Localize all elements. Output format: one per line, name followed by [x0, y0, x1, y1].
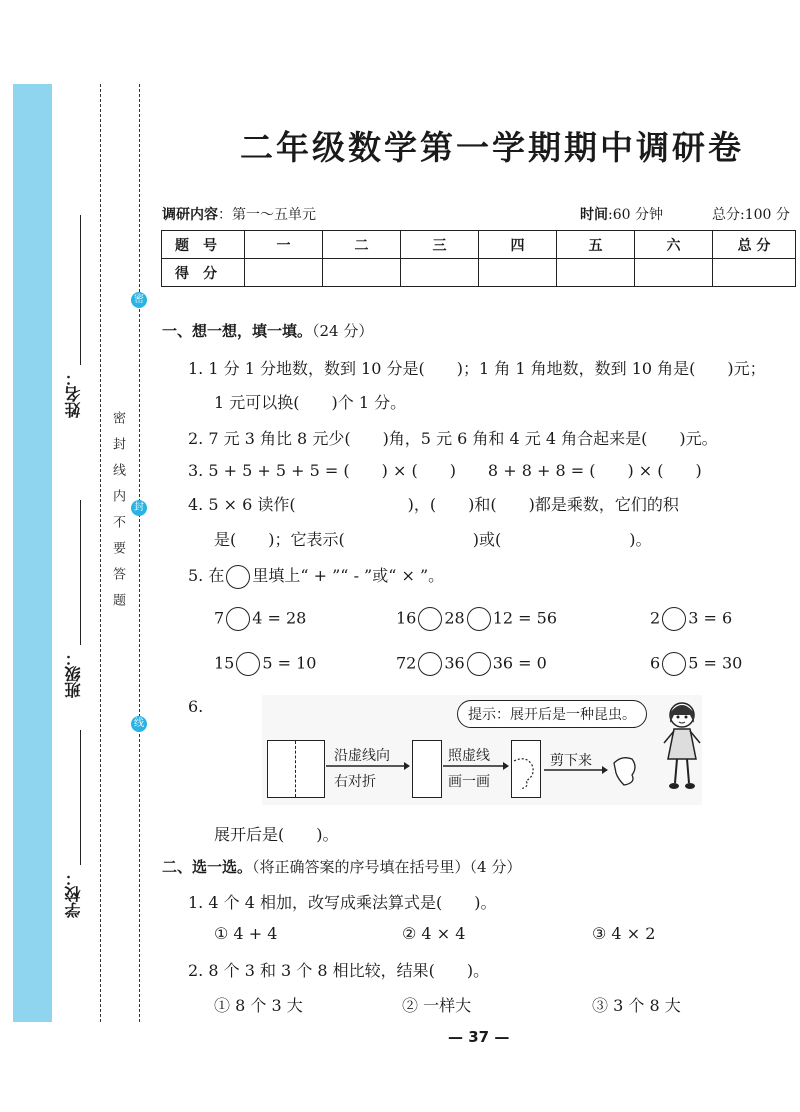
q5-item-value: 5 = 10	[262, 653, 317, 673]
time-label: 时间	[580, 207, 608, 223]
q5-item-1	[214, 607, 306, 631]
score-cell[interactable]	[635, 259, 713, 287]
time-value: :60 分钟	[608, 207, 663, 223]
answer-circle[interactable]	[467, 652, 491, 676]
page-title: 二年级数学第一学期期中调研卷	[240, 128, 744, 167]
binding-dash-line-left	[100, 84, 101, 1022]
folded-paper	[412, 740, 442, 798]
q5-item-4	[214, 652, 316, 676]
q5-item-value: 7	[214, 608, 225, 628]
answer-circle[interactable]	[418, 652, 442, 676]
s2-q1-option-1[interactable]: ① 4 + 4	[214, 924, 278, 943]
section2-heading	[162, 856, 521, 877]
q5-item-value: 15	[214, 653, 235, 673]
answer-circle[interactable]	[236, 652, 260, 676]
step1-top: 沿虚线向	[334, 748, 390, 764]
q5-item-value: 3 = 6	[688, 608, 733, 628]
seal-warning-text: 密封线内不要答题	[110, 411, 125, 619]
q5-item-value: 72	[396, 653, 417, 673]
score-col-total: 总 分	[713, 231, 796, 259]
s2-q1: 1. 4 个 4 相加，改写成乘法算式是( )。	[188, 893, 497, 912]
s2-q1-option-3[interactable]: ③ 4 × 2	[592, 924, 656, 943]
answer-circle[interactable]	[467, 607, 491, 631]
q5-item-value: 2	[650, 608, 661, 628]
s2-q2-option-2[interactable]: ② 一样大	[402, 996, 472, 1015]
arrow-icon	[326, 761, 410, 771]
score-cell[interactable]	[713, 259, 796, 287]
score-cell[interactable]	[245, 259, 323, 287]
q5-item-5	[396, 652, 547, 676]
content-value: ：第一～五单元	[218, 207, 316, 223]
q5-pre: 5. 在	[188, 566, 225, 585]
fold-dash-line	[295, 741, 296, 797]
arrow-icon	[544, 765, 608, 775]
school-label: 学校：	[64, 870, 83, 918]
q5-item-3	[650, 607, 732, 631]
paper-square	[267, 740, 325, 798]
s2-q1-option-2[interactable]: ② 4 × 4	[402, 924, 466, 943]
q5-item-2	[396, 607, 557, 631]
hint-bubble: 提示：展开后是一种昆虫。	[457, 700, 647, 728]
q1-line2: 1 元可以换( )个 1 分。	[214, 393, 407, 412]
q6-number: 6.	[188, 697, 204, 716]
score-table	[161, 230, 796, 287]
q5-item-value: 16	[396, 608, 417, 628]
q5-item-value: 4 = 28	[252, 608, 307, 628]
time-info	[580, 204, 663, 224]
answer-circle[interactable]	[418, 607, 442, 631]
girl-illustration	[662, 697, 702, 797]
score-cell[interactable]	[323, 259, 401, 287]
s2-q2: 2. 8 个 3 和 3 个 8 相比较，结果( )。	[188, 961, 490, 980]
q5-item-value: 36	[444, 653, 465, 673]
score-table-score-row	[162, 259, 796, 287]
q4-line2: 是( )；它表示( )或( )。	[214, 530, 652, 549]
score-table-header-row	[162, 231, 796, 259]
content-label: 调研内容	[162, 207, 218, 223]
section1-heading	[162, 320, 373, 341]
score-col-5: 五	[557, 231, 635, 259]
score-cell[interactable]	[557, 259, 635, 287]
binding-dash-line-right	[139, 84, 140, 1022]
circle-icon	[226, 565, 250, 589]
q5-post: 里填上“ + ”“ - ”或“ × ”。	[252, 566, 445, 585]
seal-mark-feng: 封	[131, 500, 147, 516]
q5-instruction	[188, 563, 444, 589]
score-col-6: 六	[635, 231, 713, 259]
s2-q2-option-1[interactable]: ① 8 个 3 大	[214, 996, 303, 1015]
score-row-label: 得分	[162, 259, 245, 287]
section1-title: 一、想一想，填一填。	[162, 322, 313, 340]
score-cell[interactable]	[401, 259, 479, 287]
score-col-4: 四	[479, 231, 557, 259]
seal-mark-mi: 密	[131, 292, 147, 308]
s2-q2-option-3[interactable]: ③ 3 个 8 大	[592, 996, 681, 1015]
q6-answer: 展开后是( )。	[214, 825, 339, 844]
class-field-line[interactable]	[80, 500, 81, 645]
q5-item-value: 5 = 30	[688, 653, 743, 673]
page-number: — 37 —	[448, 1028, 510, 1046]
content-info	[162, 204, 316, 224]
arrow-icon	[443, 761, 509, 771]
step2-bottom: 画一画	[448, 774, 490, 790]
binding-strip	[13, 84, 52, 1022]
score-col-2: 二	[323, 231, 401, 259]
score-col-1: 一	[245, 231, 323, 259]
score-col-3: 三	[401, 231, 479, 259]
seal-mark-xian: 线	[131, 716, 147, 732]
answer-circle[interactable]	[662, 607, 686, 631]
score-table-row-label: 题号	[162, 231, 245, 259]
step3-label: 剪下来	[550, 753, 592, 769]
q1-line1: 1. 1 分 1 分地数，数到 10 分是( )；1 角 1 角地数，数到 10 角是( )元；	[188, 359, 766, 378]
q3: 3. 5 + 5 + 5 + 5 = ( ) × ( ) 8 + 8 + 8 = ( ) × ( )	[188, 461, 702, 480]
name-label: 姓名：	[64, 370, 83, 418]
score-cell[interactable]	[479, 259, 557, 287]
q5-item-6	[650, 652, 742, 676]
answer-circle[interactable]	[226, 607, 250, 631]
total-label: 总分	[712, 207, 740, 223]
step1-bottom: 右对折	[334, 774, 376, 790]
fold-diagram	[262, 695, 702, 805]
section1-points: （24 分）	[312, 322, 374, 340]
section2-title: 二、选一选。	[162, 858, 253, 876]
drawn-paper	[511, 740, 541, 798]
total-value: :100 分	[740, 207, 790, 223]
step2-top: 照虚线	[448, 748, 490, 764]
school-field-line[interactable]	[80, 730, 81, 865]
q5-item-value: 36 = 0	[492, 653, 547, 673]
half-insect-outline	[512, 741, 540, 797]
q5-item-value: 6	[650, 653, 661, 673]
total-info	[712, 204, 790, 224]
section2-note: （将正确答案的序号填在括号里）（4 分）	[252, 858, 522, 876]
q5-item-value: 12 = 56	[492, 608, 558, 628]
class-label: 班级：	[64, 650, 83, 698]
cutout-shape	[612, 753, 640, 789]
name-field-line[interactable]	[80, 215, 81, 365]
q4-line1: 4. 5 × 6 读作( )，( )和( )都是乘数，它们的积	[188, 495, 679, 514]
answer-circle[interactable]	[662, 652, 686, 676]
q5-item-value: 28	[444, 608, 465, 628]
q2: 2. 7 元 3 角比 8 元少( )角，5 元 6 角和 4 元 4 角合起来是( )元。	[188, 429, 718, 448]
